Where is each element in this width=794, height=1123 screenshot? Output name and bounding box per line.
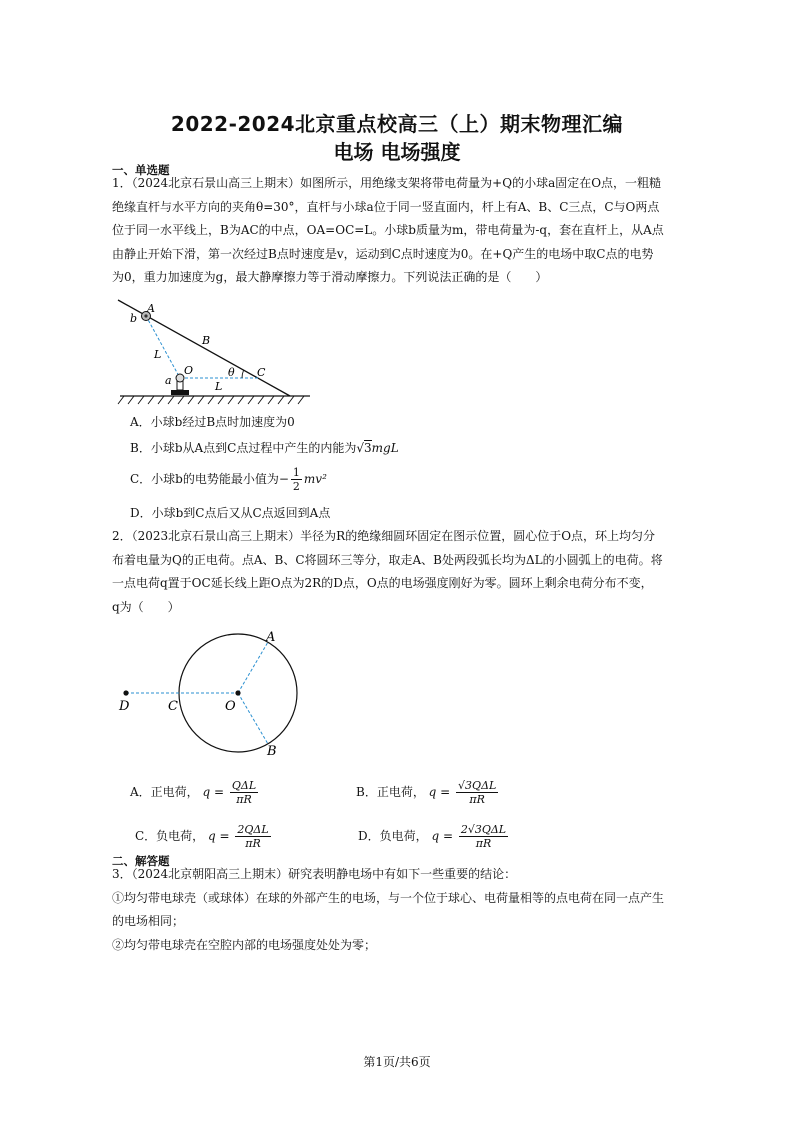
section-heading-answer: 二、解答题 [112, 854, 170, 868]
q2-option-b [356, 779, 500, 806]
question-1-line: 为0，重力加速度为g，最大静摩擦力等于滑动摩擦力。下列说法正确的是（ ） [112, 270, 548, 284]
point-d [123, 690, 128, 695]
q2-option-b-lhs: q = [428, 785, 451, 799]
q2-option-c-fraction [235, 823, 270, 850]
fraction-den: πR [245, 837, 261, 850]
q1-option-c-unit: mv² [303, 472, 327, 486]
label-ring-O: O [225, 699, 236, 714]
fraction-num: QΔL [231, 779, 257, 792]
q1-option-b [130, 440, 399, 456]
label-A: A [147, 302, 155, 315]
q2-option-a [130, 779, 260, 806]
section-heading-single-choice: 一、单选题 [112, 163, 170, 177]
angle-arc [242, 371, 244, 379]
label-O: O [184, 364, 194, 377]
figure-charged-ring [110, 625, 320, 760]
question-2-line: 布着电量为Q的正电荷。点A、B、C将圆环三等分，取走A、B处两段弧长均为ΔL的小圆弧上的电荷。将 [112, 552, 663, 567]
label-ring-B: B [267, 744, 277, 759]
q1-option-b-text: B．小球b从A点到C点过程中产生的内能为 [130, 441, 357, 455]
label-B: B [202, 334, 211, 347]
q2-option-d [358, 823, 510, 850]
ground-hatch [118, 396, 304, 404]
label-C: C [257, 366, 266, 379]
question-3-line: ②均匀带电球壳在空腔内部的电场强度处处为零； [112, 937, 377, 952]
q1-option-c-text: C．小球b的电势能最小值为− [130, 472, 289, 486]
q1-option-c [130, 466, 327, 493]
point-o [235, 690, 240, 695]
q2-option-d-lhs: q = [431, 829, 454, 843]
q1-option-a: A．小球b经过B点时加速度为0 [130, 415, 295, 429]
q2-option-a-lhs: q = [202, 785, 225, 799]
question-2-stem [112, 525, 682, 619]
question-1-line: 绝缘直杆与水平方向的夹角θ=30°，直杆与小球a位于同一竖直面内，杆上有A、B、C三点，C与O两点 [112, 199, 660, 214]
label-b: b [130, 312, 138, 325]
label-theta: θ [228, 366, 235, 379]
fraction-half [291, 466, 302, 493]
fraction-num: 1 [292, 466, 300, 479]
page-footer: 第1页/共6页 [363, 1055, 431, 1069]
question-3-line: ①均匀带电球壳（或球体）在球的外部产生的电场，与一个位于球心、电荷量相等的点电荷在同一点产生 [112, 890, 665, 905]
page-subtitle: 电场 电场强度 [333, 140, 461, 164]
q2-option-c [135, 823, 273, 850]
fraction-num: √3QΔL [458, 779, 497, 792]
radius-oa [238, 642, 268, 693]
q2-option-d-label: D．负电荷， [358, 829, 428, 843]
q2-option-d-fraction [459, 823, 508, 850]
fraction-den: 2 [292, 480, 300, 493]
q1-option-d: D．小球b到C点后又从C点返回到A点 [130, 506, 331, 520]
question-2-line: 2．（2023北京石景山高三上期末）半径为R的绝缘细圆环固定在图示位置，圆心位于O点，环上均匀分 [112, 529, 656, 543]
question-1-stem [112, 172, 682, 290]
support-base [171, 390, 189, 395]
label-L-oa: L [154, 348, 162, 361]
question-1-line: 位于同一水平线上，B为AC的中点，OA=OC=L。小球b质量为m，带电荷量为-q，套在直杆上，从A点 [112, 223, 664, 237]
q2-option-c-label: C．负电荷， [135, 829, 205, 843]
question-1-line: 由静止开始下滑，第一次经过B点时速度是v，运动到C点时速度为0。在+Q产生的电场中取C点的电势 [112, 246, 654, 261]
q2-option-c-lhs: q = [208, 829, 230, 843]
sqrt-sign: √ [356, 441, 365, 455]
label-L-oc: L [215, 380, 223, 393]
figure-inclined-rod [110, 292, 310, 407]
ball-a [176, 374, 184, 382]
q1-option-b-sqrt: 3 [364, 441, 372, 455]
label-ring-A: A [266, 630, 276, 645]
q2-option-a-label: A．正电荷， [130, 785, 199, 799]
question-2-line: q为（ ） [112, 599, 180, 614]
fraction-den: πR [475, 837, 492, 850]
question-3-line: 的电场相同； [112, 914, 185, 928]
page-title: 2022-2024北京重点校高三（上）期末物理汇编 [170, 112, 624, 136]
question-2-line: 一点电荷q置于OC延长线上距O点为2R的D点，O点的电场强度刚好为零。圆环上剩余电荷分布不变， [112, 576, 653, 590]
q1-option-b-unit: mgL [371, 441, 399, 455]
radius-ob [238, 693, 268, 744]
question-1-line: 1．（2024北京石景山高三上期末）如图所示，用绝缘支架将带电荷量为+Q的小球a固定在O点，一粗糙 [112, 176, 662, 190]
q2-option-b-label: B．正电荷， [356, 785, 425, 799]
fraction-den: πR [469, 793, 485, 806]
fraction-den: πR [236, 793, 252, 806]
fraction-num: 2√3QΔL [460, 823, 507, 836]
q2-option-b-fraction [456, 779, 498, 806]
fraction-num: 2QΔL [237, 823, 269, 836]
label-ring-D: D [119, 699, 130, 714]
q2-option-a-fraction [230, 779, 258, 806]
question-3-stem [112, 863, 682, 957]
question-3-line: 3．（2024北京朝阳高三上期末）研究表明静电场中有如下一些重要的结论： [112, 867, 517, 881]
label-a: a [165, 374, 172, 387]
label-ring-C: C [168, 699, 178, 714]
